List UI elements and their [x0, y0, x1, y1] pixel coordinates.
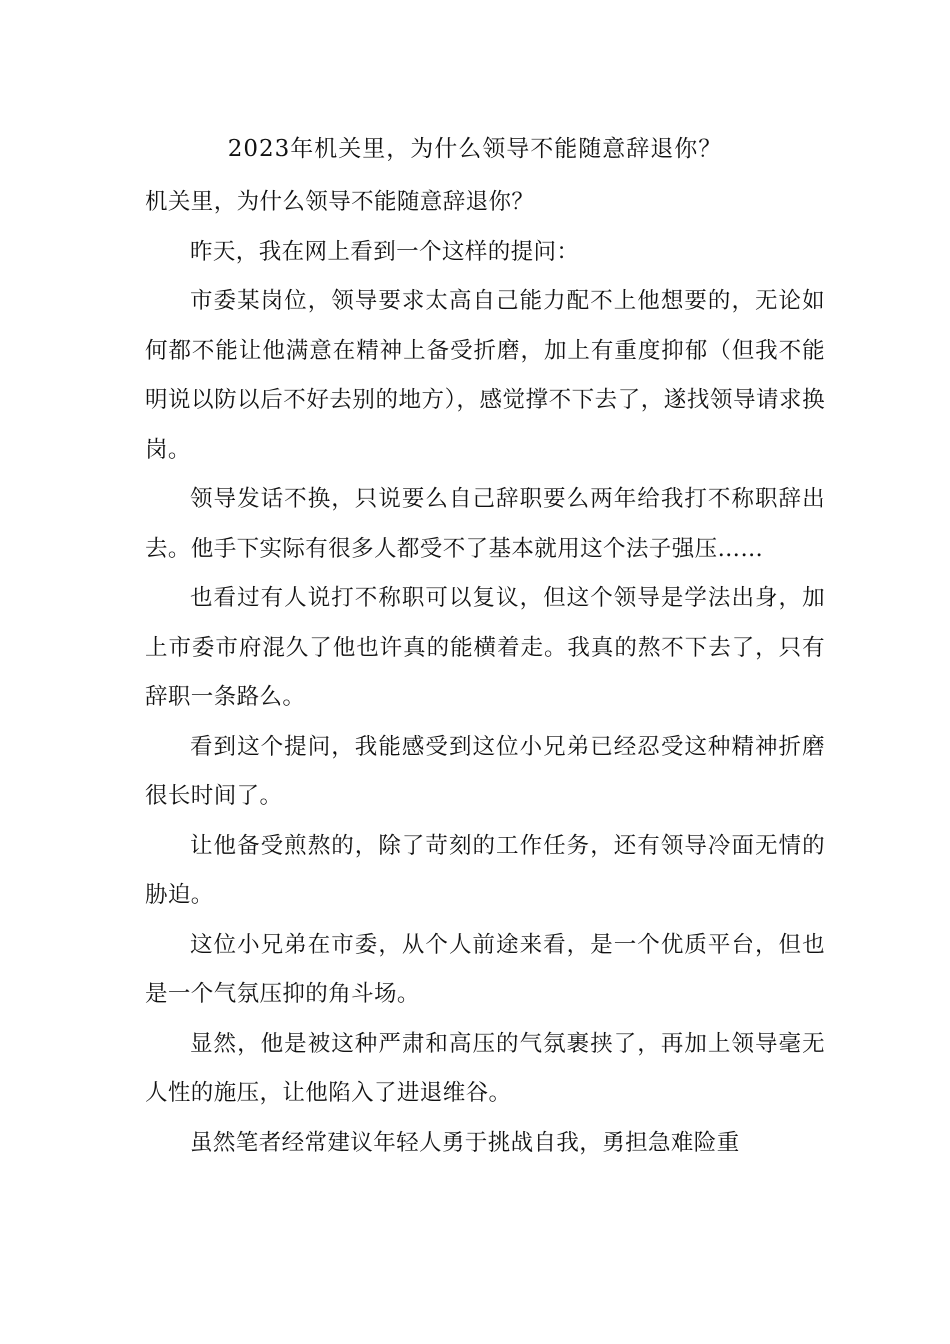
paragraph: 也看过有人说打不称职可以复议，但这个领导是学法出身，加上市委市府混久了他也许真的能横着走。我真的熬不下去了，只有辞职一条路么。: [145, 585, 825, 710]
document-title: 2023年机关里，为什么领导不能随意辞退你？: [227, 136, 723, 162]
paragraph: 显然，他是被这种严肃和高压的气氛裹挟了，再加上领导毫无人性的施压，让他陷入了进退维谷。: [145, 1030, 825, 1106]
paragraph: 市委某岗位，领导要求太高自己能力配不上他想要的，无论如何都不能让他满意在精神上备受折磨，加上有重度抑郁（但我不能明说以防以后不好去别的地方），感觉撑不下去了，遂找领导请求换岗。: [145, 288, 825, 463]
paragraph: 这位小兄弟在市委，从个人前途来看，是一个优质平台，但也是一个气氛压抑的角斗场。: [145, 931, 825, 1007]
paragraph: 领导发话不换，只说要么自己辞职要么两年给我打不称职辞出去。他手下实际有很多人都受不了基本就用这个法子强压……: [145, 486, 825, 562]
paragraph: 看到这个提问，我能感受到这位小兄弟已经忍受这种精神折磨很长时间了。: [145, 733, 825, 809]
paragraph-subtitle: 机关里，为什么领导不能随意辞退你？: [145, 189, 535, 215]
paragraph: 昨天，我在网上看到一个这样的提问：: [190, 238, 580, 265]
paragraph: 虽然笔者经常建议年轻人勇于挑战自我，勇担急难险重: [190, 1129, 740, 1156]
document-body: [145, 178, 825, 1168]
paragraph: 让他备受煎熬的，除了苛刻的工作任务，还有领导冷面无情的胁迫。: [145, 832, 825, 908]
